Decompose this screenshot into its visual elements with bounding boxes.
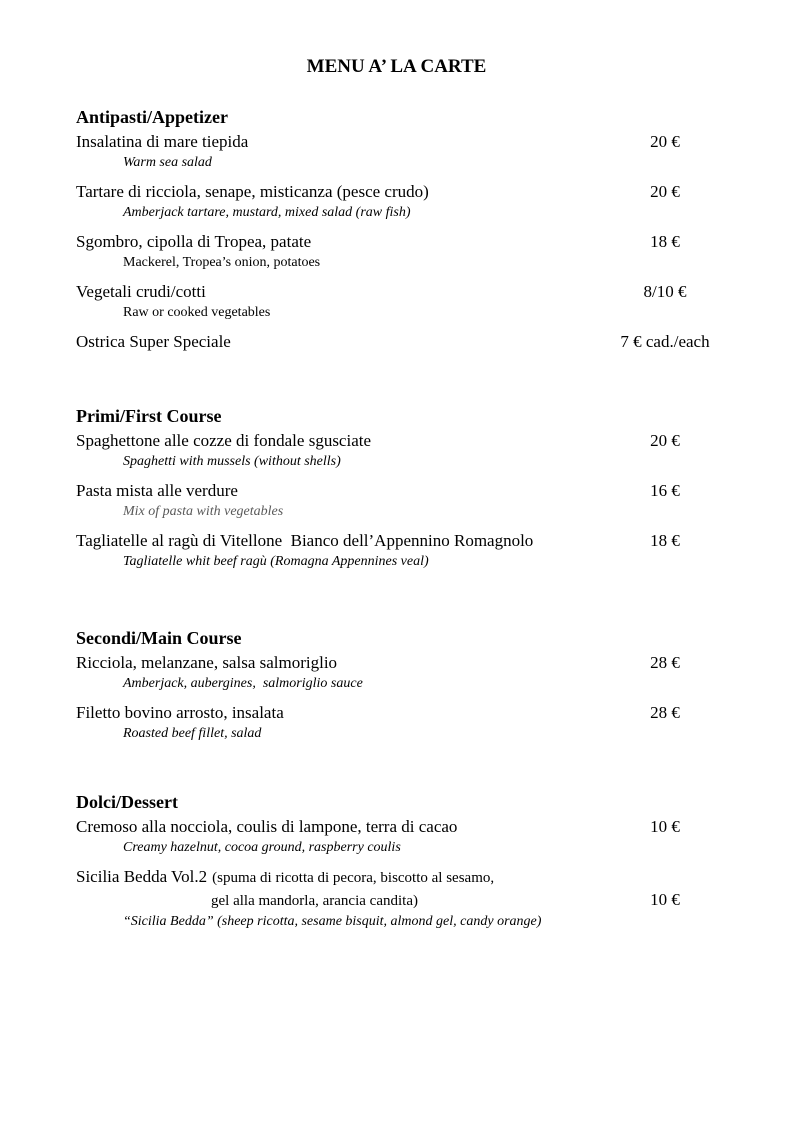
item-translation: Mix of pasta with vegetables (123, 504, 284, 519)
item-translation: Warm sea salad (123, 155, 212, 170)
page-title: MENU A’ LA CARTE (306, 56, 487, 77)
menu-item (76, 530, 725, 572)
item-price: 18 € (650, 232, 680, 251)
item-price: 18 € (650, 531, 680, 550)
item-name: Sgombro, cipolla di Tropea, patate (76, 232, 312, 251)
item-price: 20 € (650, 431, 680, 450)
item-translation: Tagliatelle whit beef ragù (Romagna Appennines veal) (123, 554, 429, 569)
menu-item (76, 231, 725, 273)
item-name: Pasta mista alle verdure (76, 481, 238, 500)
item-name (76, 866, 725, 889)
menu-item (76, 281, 725, 323)
item-name-main: Sicilia Bedda Vol.2 (76, 867, 208, 886)
section-heading: Antipasti/Appetizer (76, 107, 228, 127)
item-name: Vegetali crudi/cotti (76, 282, 206, 301)
menu-item (76, 480, 725, 522)
item-translation: “Sicilia Bedda” (sheep ricotta, sesame bisquit, almond gel, candy orange) (123, 914, 542, 929)
item-price: 20 € (650, 132, 680, 151)
item-price: 10 € (650, 890, 680, 909)
section-secondi (76, 626, 725, 752)
item-price: 16 € (650, 481, 680, 500)
menu-item (76, 131, 725, 173)
menu-item (76, 702, 725, 744)
item-name: Insalatina di mare tiepida (76, 132, 249, 151)
section-primi (76, 404, 725, 580)
item-translation: Creamy hazelnut, cocoa ground, raspberry coulis (123, 840, 401, 855)
item-name: Ricciola, melanzane, salsa salmoriglio (76, 653, 338, 672)
item-name: Spaghettone alle cozze di fondale sgusciate (76, 431, 372, 450)
section-antipasti (76, 105, 725, 353)
item-price: 7 € cad./each (620, 332, 710, 351)
item-name: Cremoso alla nocciola, coulis di lampone, terra di cacao (76, 817, 458, 836)
item-name: Ostrica Super Speciale (76, 332, 231, 351)
item-price: 20 € (650, 182, 680, 201)
item-name: Tartare di ricciola, senape, misticanza (pesce crudo) (76, 182, 429, 201)
menu-item (76, 430, 725, 472)
item-translation: Amberjack tartare, mustard, mixed salad (raw fish) (123, 205, 411, 220)
menu-item (76, 181, 725, 223)
item-name-detail: (spuma di ricotta di pecora, biscotto al sesamo, (212, 870, 495, 886)
item-price: 10 € (650, 817, 680, 836)
item-price: 28 € (650, 653, 680, 672)
item-name: Filetto bovino arrosto, insalata (76, 703, 284, 722)
item-price: 8/10 € (643, 282, 687, 301)
menu-item (76, 866, 725, 932)
item-name-detail-continued: gel alla mandorla, arancia candita) (211, 893, 418, 909)
item-translation: Amberjack, aubergines, salmoriglio sauce (123, 676, 363, 691)
menu-item (76, 652, 725, 694)
item-name: Tagliatelle al ragù di Vitellone Bianco dell’Appennino Romagnolo (76, 531, 534, 550)
section-heading: Secondi/Main Course (76, 628, 242, 648)
item-translation: Roasted beef fillet, salad (123, 726, 262, 741)
item-price: 28 € (650, 703, 680, 722)
item-translation: Raw or cooked vegetables (123, 305, 271, 320)
section-heading: Primi/First Course (76, 406, 222, 426)
item-translation: Spaghetti with mussels (without shells) (123, 454, 341, 469)
item-translation: Mackerel, Tropea’s onion, potatoes (123, 255, 321, 270)
section-heading: Dolci/Dessert (76, 792, 178, 812)
menu-item (76, 331, 725, 353)
section-dolci (76, 790, 725, 940)
menu-item (76, 816, 725, 858)
